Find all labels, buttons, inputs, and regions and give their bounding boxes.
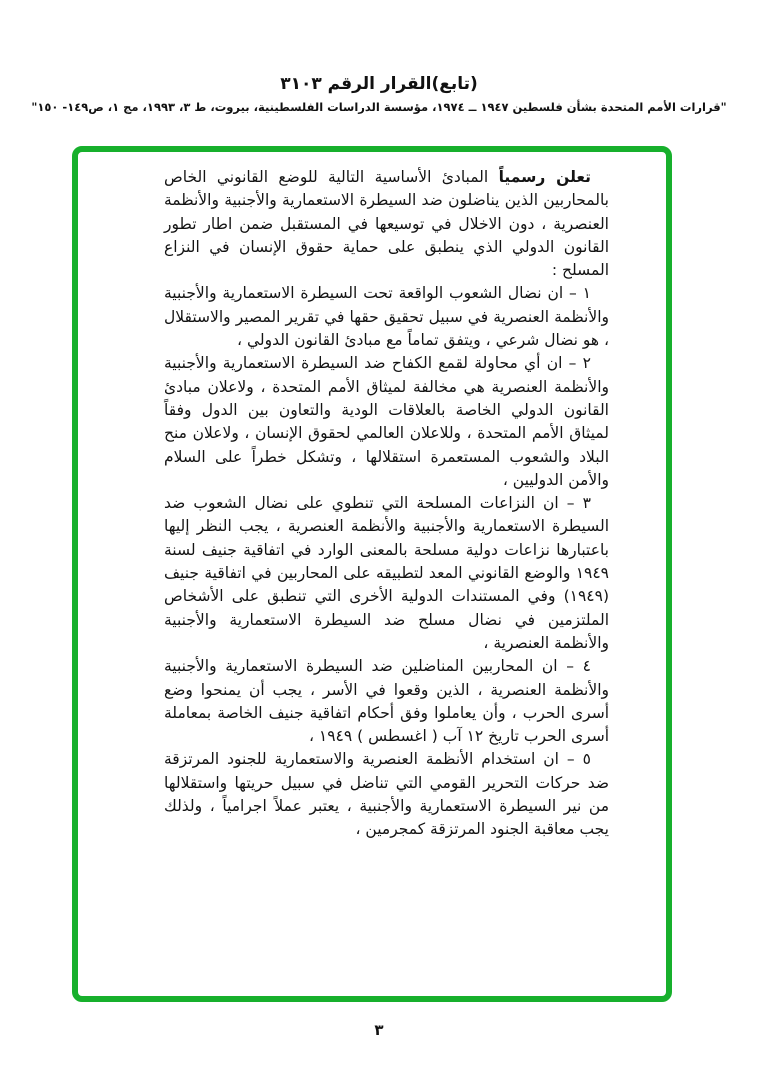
intro-lead-bold: تعلن رسمياً bbox=[498, 168, 591, 186]
intro-paragraph bbox=[164, 166, 609, 282]
clause-3: ٣ – ان النزاعات المسلحة التي تنطوي على نضال الشعوب ضد السيطرة الاستعمارية والأجنبية والأنظمة العنصرية ، يجب النظر إليها باعتبارها نزاعات دولية مسلحة بالمعنى الوارد في اتفاقية جنيف لسنة ١٩٤٩ والوضع القانوني المعد لتطبيقه على المحاربين في اتفاقية جنيف (١٩٤٩) وفي المستندات الدولية الأخرى التي تنطبق على الأشخاص الملتزمين في نضال مسلح ضد السيطرة الاستعمارية والأجنبية والأنظمة العنصرية ، bbox=[164, 494, 609, 652]
intro-body-text: المبادئ الأساسية التالية للوضع القانوني الخاص بالمحاربين الذين يناضلون ضد السيطرة الاستعمارية والأجنبية والأنظمة العنصرية ، دون الاخلال في توسيعها في المستقبل ضمن اطار تطور القانون الدولي الذي ينطبق على حماية حقوق الإنسان في النزاع المسلح : bbox=[164, 168, 609, 280]
clause-1: ١ – ان نضال الشعوب الواقعة تحت السيطرة الاستعمارية والأجنبية والأنظمة العنصرية في سبيل تحقيق حقها في تقرير المصير والاستقلال ، هو نضال شرعي ، ويتفق تماماً مع مبادئ القانون الدولي ، bbox=[164, 284, 609, 350]
clause-5: ٥ – ان استخدام الأنظمة العنصرية والاستعمارية للجنود المرتزقة ضد حركات التحرير القومي التي تناضل في سبيل حريتها واستقلالها من نير السيطرة الاستعمارية والأجنبية ، يعتبر عملاً اجرامياً ، ولذلك يجب معاقبة الجنود المرتزقة كمجرمين ، bbox=[164, 750, 609, 839]
document-body bbox=[164, 166, 609, 842]
citation-line: "قرارات الأمم المتحدة بشأن فلسطين ١٩٤٧ ــ ١٩٧٤، مؤسسة الدراسات الفلسطينية، بيروت، ط ٣، ١٩٩٣، مج ١، ص١٤٩- ١٥٠" bbox=[31, 100, 727, 114]
clause-2: ٢ – ان أي محاولة لقمع الكفاح ضد السيطرة الاستعمارية والأجنبية والأنظمة العنصرية هي مخالفة لميثاق الأمم المتحدة ، ولاعلان مبادئ القانون الدولي الخاصة بالعلاقات الودية والتعاون بين الدول وفقاً لميثاق الأمم المتحدة ، وللاعلان العالمي لحقوق الإنسان ، ولاعلان منح البلاد والشعوب المستعمرة استقلالها ، وتشكل خطراً على السلام والأمن الدوليين ، bbox=[164, 354, 609, 489]
page-number: ٣ bbox=[374, 1021, 384, 1039]
clause-4: ٤ – ان المحاربين المناضلين ضد السيطرة الاستعمارية والأجنبية والأنظمة العنصرية ، الذين وقعوا في الأسر ، يجب أن يمنحوا وضع أسرى الحرب ، وأن يعاملوا وفق أحكام اتفاقية جنيف الخاصة بمعاملة أسرى الحرب تاريخ ١٢ آب ( اغسطس ) ١٩٤٩ ، bbox=[164, 657, 609, 746]
page-title: (تابع)القرار الرقم ٣١٠٣ bbox=[280, 74, 478, 94]
